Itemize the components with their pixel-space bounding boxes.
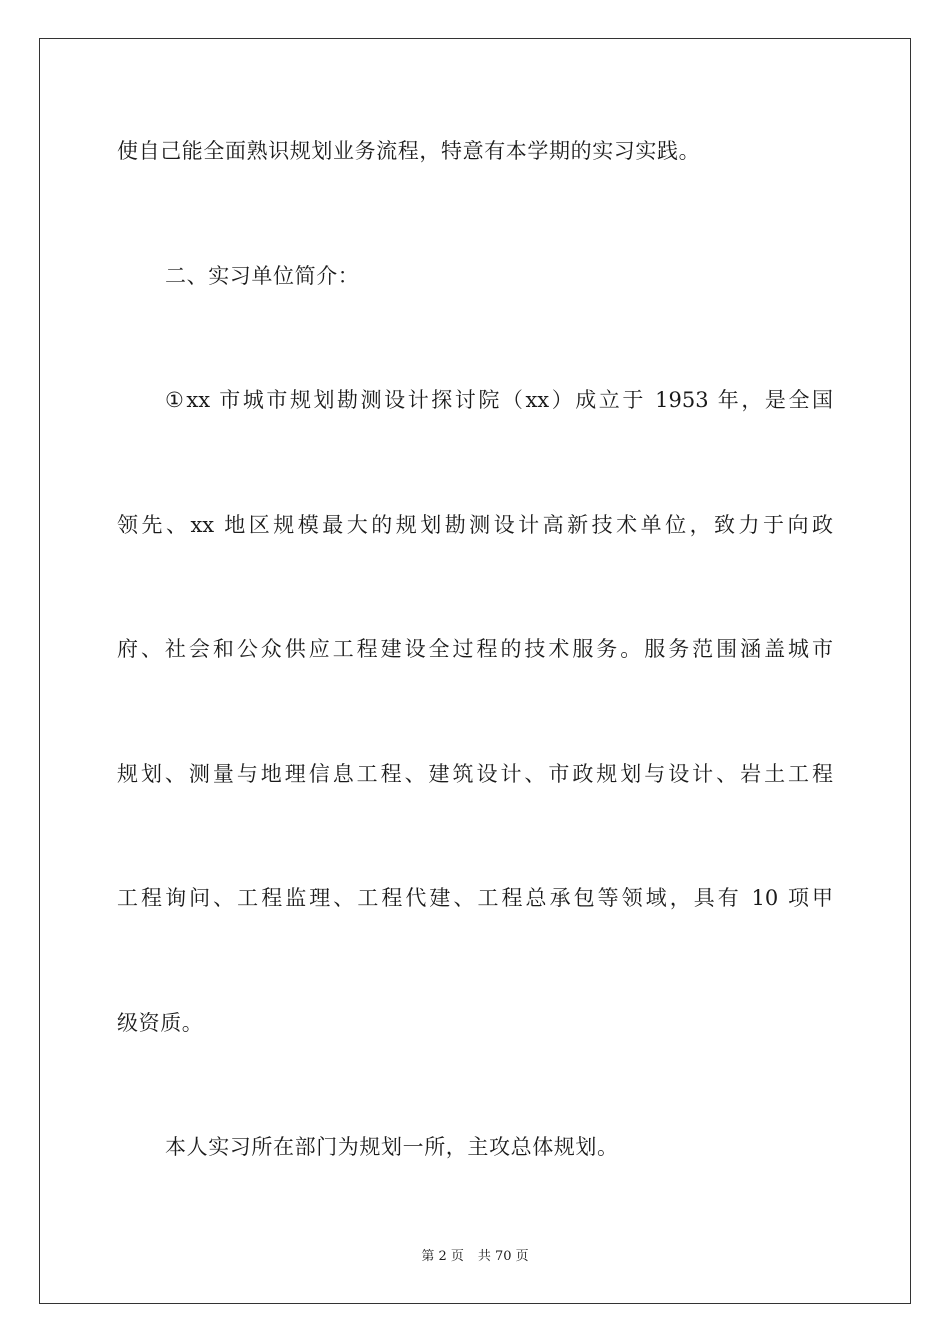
page-number: 第 2 页 [421, 1249, 464, 1264]
page-total: 共 70 页 [477, 1249, 529, 1264]
paragraph-line-7: 工程询问、工程监理、工程代建、工程总承包等领域，具有 10 项甲 [117, 886, 833, 910]
page-border [39, 38, 911, 1304]
paragraph-line-8: 级资质。 [117, 1011, 204, 1035]
paragraph-line-4: 领先、xx 地区规模最大的规划勘测设计高新技术单位，致力于向政 [117, 513, 833, 537]
page-footer [0, 1248, 950, 1266]
paragraph-line-1: 使自己能全面熟识规划业务流程，特意有本学期的实习实践。 [117, 139, 701, 163]
paragraph-line-6: 规划、测量与地理信息工程、建筑设计、市政规划与设计、岩土工程 [117, 762, 833, 786]
paragraph-line-5: 府、社会和公众供应工程建设全过程的技术服务。服务范围涵盖城市 [117, 637, 833, 661]
paragraph-line-3: ①xx 市城市规划勘测设计探讨院（xx）成立于 1953 年，是全国 [165, 388, 833, 412]
paragraph-line-9: 本人实习所在部门为规划一所，主攻总体规划。 [165, 1135, 619, 1159]
section-heading: 二、实习单位简介： [165, 264, 360, 288]
